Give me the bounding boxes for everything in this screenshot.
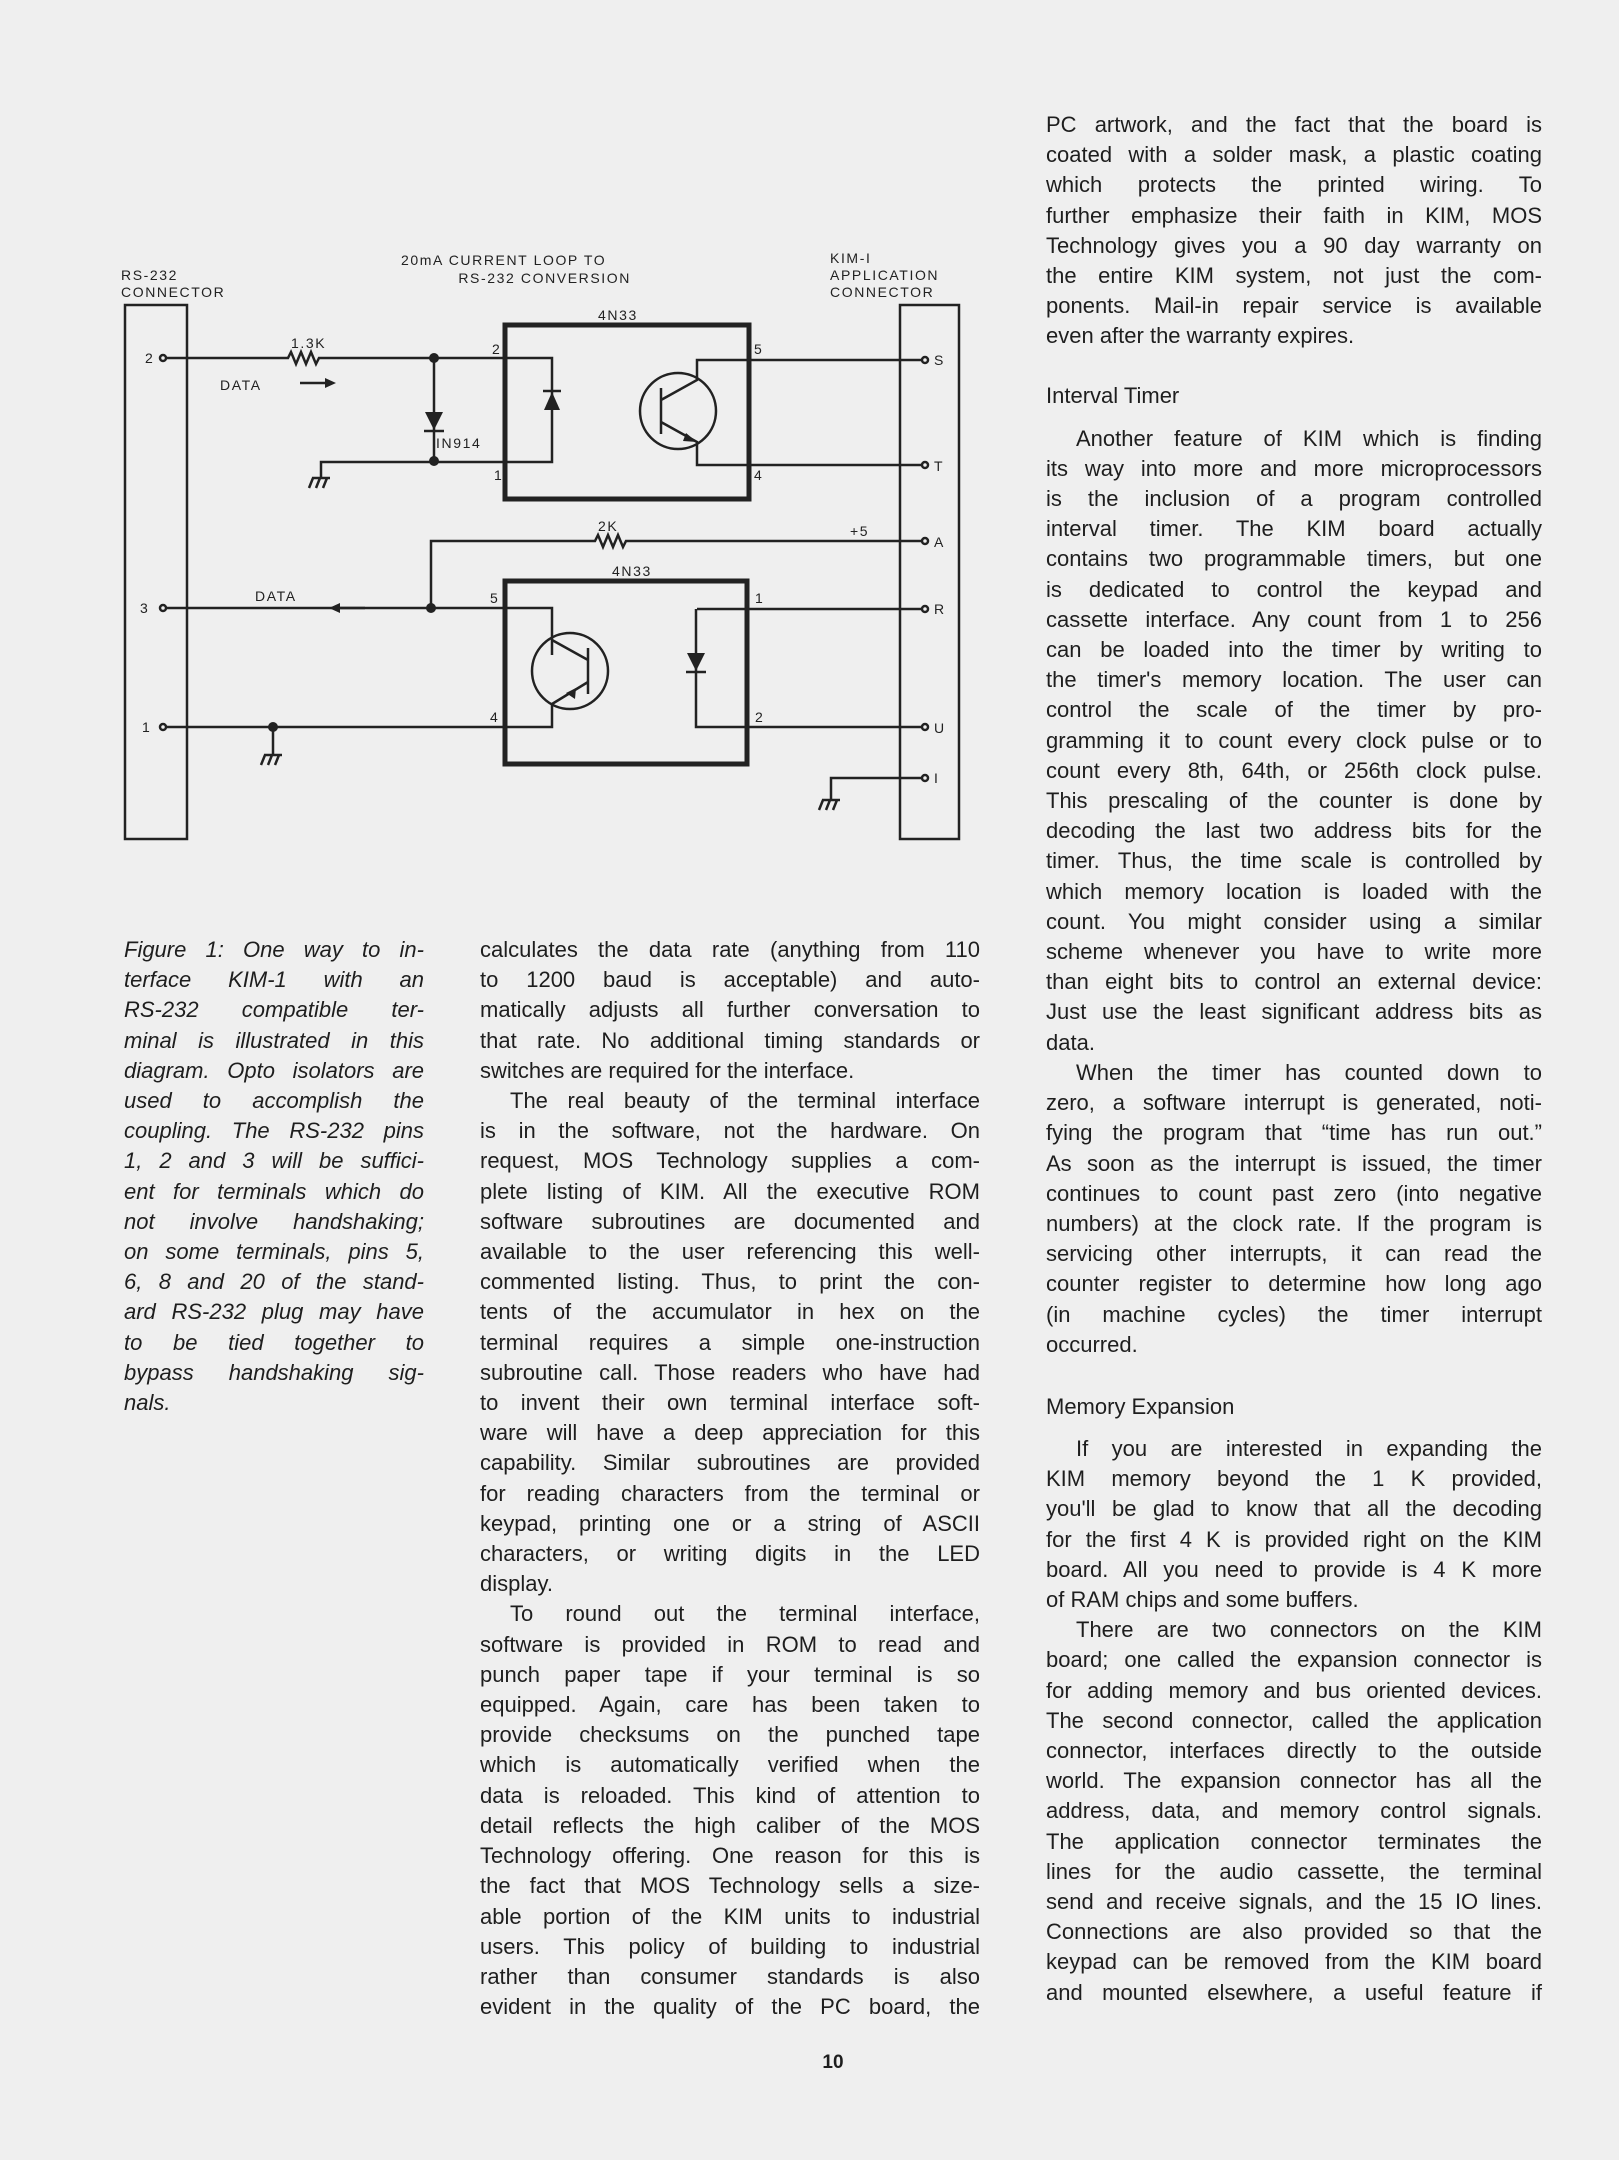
figure-title: 20mA CURRENT LOOP TO <box>401 252 607 268</box>
data-out-label: DATA <box>255 588 297 604</box>
text-line: Another feature of KIM which is finding <box>1076 425 1542 451</box>
text-line: is in the software, not the hardware. On <box>480 1118 980 1144</box>
text-line: gramming it to count every clock pulse or to <box>1046 727 1542 753</box>
text-line: which is automatically verified when the <box>480 1752 980 1778</box>
pin-label: 5 <box>754 341 764 357</box>
text-line: The second connector, called the application <box>1046 1707 1542 1733</box>
text-line: to be tied together to <box>124 1329 424 1355</box>
text-line: which protects the printed wiring. To <box>1046 172 1542 198</box>
text-line: which memory location is loaded with the <box>1046 878 1542 904</box>
text-line: counter register to determine how long ago <box>1046 1271 1542 1297</box>
text-line: keypad, printing one or a string of ASCII <box>480 1510 980 1536</box>
text-line: detail reflects the high caliber of the MOS <box>480 1812 980 1838</box>
text-line: for the first 4 K is provided right on the KIM <box>1046 1526 1542 1552</box>
rs232-connector-label: CONNECTOR <box>121 284 226 300</box>
figure-caption <box>124 935 424 1418</box>
text-line: count. You might consider using a similar <box>1046 908 1542 934</box>
text-line: As soon as the interrupt is issued, the timer <box>1046 1150 1542 1176</box>
pin-label: 2 <box>755 709 765 725</box>
section-heading-interval-timer: Interval Timer <box>1046 382 1180 408</box>
paragraph <box>124 935 424 1418</box>
text-line: rather than consumer standards is also <box>480 1963 980 1989</box>
text-line: to invent their own terminal interface soft- <box>480 1390 980 1416</box>
text-line: coupling. The RS-232 pins <box>124 1118 424 1144</box>
text-line: numbers) at the clock rate. If the program is <box>1046 1210 1542 1236</box>
text-line: software subroutines are documented and <box>480 1208 980 1234</box>
text-line: continues to count past zero (into negative <box>1046 1180 1542 1206</box>
text-line: board. All you need to provide is 4 K more <box>1046 1556 1542 1582</box>
text-line: further emphasize their faith in KIM, MOS <box>1046 202 1542 228</box>
text-line: count every 8th, 64th, or 256th clock pulse. <box>1046 757 1542 783</box>
text-line: coated with a solder mask, a plastic coating <box>1046 142 1542 168</box>
text-line: servicing other interrupts, it can read the <box>1046 1241 1542 1267</box>
figure-title: RS-232 CONVERSION <box>458 270 631 286</box>
text-line: users. This policy of building to industrial <box>480 1933 980 1959</box>
text-line: for reading characters from the terminal or <box>480 1480 980 1506</box>
text-line: punch paper tape if your terminal is so <box>480 1661 980 1687</box>
pin-label: 1 <box>142 719 152 735</box>
text-line: terminal requires a simple one-instruction <box>480 1329 980 1355</box>
text-line: to 1200 baud is acceptable) and auto- <box>480 967 980 993</box>
text-line: even after the warranty expires. <box>1046 323 1355 349</box>
kim-connector-label: APPLICATION <box>830 267 940 283</box>
text-line: 1, 2 and 3 will be suffici- <box>124 1148 424 1174</box>
text-line: interval timer. The KIM board actually <box>1046 516 1542 542</box>
pin-label: I <box>934 770 940 786</box>
text-line: equipped. Again, care has been taken to <box>480 1692 980 1718</box>
diode-label: IN914 <box>436 435 482 451</box>
kim-connector <box>900 305 959 839</box>
middle-column <box>480 935 980 2022</box>
text-line: keypad can be removed from the KIM board <box>1046 1949 1542 1975</box>
interval-timer-section <box>1046 424 1542 1360</box>
text-line: If you are interested in expanding the <box>1076 1435 1542 1461</box>
text-line: bypass handshaking sig- <box>124 1359 424 1385</box>
kim-connector-label: KIM-I <box>830 250 872 266</box>
rs232-connector-label: RS-232 <box>121 267 179 283</box>
text-line: zero, a software interrupt is generated, noti- <box>1046 1090 1542 1116</box>
text-line: board; one called the expansion connector is <box>1046 1647 1542 1673</box>
page-number: 10 <box>822 2052 844 2073</box>
text-line: on some terminals, pins 5, <box>124 1239 424 1265</box>
paragraph <box>480 935 980 1086</box>
text-line: can be loaded into the timer by writing to <box>1046 637 1542 663</box>
text-line: connector, interfaces directly to the outside <box>1046 1737 1542 1763</box>
text-line: contains two programmable timers, but one <box>1046 546 1542 572</box>
text-line: able portion of the KIM units to industrial <box>480 1903 980 1929</box>
text-line: timer. Thus, the time scale is controlled by <box>1046 848 1542 874</box>
data-in-label: DATA <box>220 377 262 393</box>
text-line: ard RS-232 plug may have <box>124 1299 424 1325</box>
text-line: provide checksums on the punched tape <box>480 1722 980 1748</box>
pin-label: T <box>934 458 945 474</box>
pin-label: 4 <box>754 467 764 483</box>
paragraph <box>480 1599 980 2022</box>
text-line: data. <box>1046 1029 1095 1055</box>
text-line: that rate. No additional timing standards or <box>480 1027 980 1053</box>
text-line: used to accomplish the <box>124 1088 424 1114</box>
text-line: capability. Similar subroutines are provided <box>480 1450 980 1476</box>
right-intro <box>1046 110 1542 352</box>
pin-label: S <box>934 352 945 368</box>
text-line: minal is illustrated in this <box>124 1027 424 1053</box>
text-line: Technology offering. One reason for this is <box>480 1843 980 1869</box>
resistor-label: 2K <box>598 518 619 534</box>
text-line: Connections are also provided so that the <box>1046 1919 1542 1945</box>
text-line: lines for the audio cassette, the terminal <box>1046 1858 1542 1884</box>
text-line: send and receive signals, and the 15 IO lines. <box>1046 1888 1542 1914</box>
text-line: the timer's memory location. The user can <box>1046 667 1542 693</box>
text-line: fying the program that “time has run out.” <box>1046 1120 1542 1146</box>
text-line: not involve handshaking; <box>124 1208 424 1234</box>
text-line: the entire KIM system, not just the com- <box>1046 263 1542 289</box>
paragraph <box>1046 1058 1542 1360</box>
pin-label: 1 <box>494 467 504 483</box>
text-line: of RAM chips and some buffers. <box>1046 1586 1359 1612</box>
text-line: PC artwork, and the fact that the board is <box>1046 112 1542 137</box>
chip-label: 4N33 <box>598 307 638 323</box>
text-line: plete listing of KIM. All the executive ROM <box>480 1178 980 1204</box>
text-line: commented listing. Thus, to print the con- <box>480 1269 980 1295</box>
pin-label: 2 <box>492 341 502 357</box>
paragraph <box>1046 424 1542 1058</box>
text-line: cassette interface. Any count from 1 to 256 <box>1046 606 1542 632</box>
text-line: world. The expansion connector has all the <box>1046 1768 1542 1794</box>
supply-label: +5 <box>850 523 870 539</box>
text-line: you'll be glad to know that all the decoding <box>1046 1496 1542 1522</box>
text-line: The real beauty of the terminal interface <box>510 1088 980 1114</box>
right-column <box>1046 110 1542 2008</box>
text-line: display. <box>480 1571 553 1597</box>
text-line: ent for terminals which do <box>124 1178 424 1204</box>
text-line: 6, 8 and 20 of the stand- <box>124 1269 424 1295</box>
section-heading-memory-expansion: Memory Expansion <box>1046 1393 1235 1419</box>
pin-label: R <box>934 601 946 617</box>
chip-label: 4N33 <box>612 563 652 579</box>
text-line: evident in the quality of the PC board, the <box>480 1994 980 2020</box>
optoisolator-top <box>505 325 749 499</box>
text-line: RS-232 compatible ter- <box>124 997 424 1023</box>
pin-label: 4 <box>490 709 500 725</box>
text-line: The application connector terminates the <box>1046 1828 1542 1854</box>
pin-label: 3 <box>140 600 150 616</box>
text-line: data is reloaded. This kind of attention to <box>480 1782 980 1808</box>
text-line: Technology gives you a 90 day warranty on <box>1046 232 1542 258</box>
text-line: is dedicated to control the keypad and <box>1046 576 1542 602</box>
paragraph <box>480 1086 980 1599</box>
text-line: There are two connectors on the KIM <box>1076 1617 1542 1643</box>
kim-connector-label: CONNECTOR <box>830 284 935 300</box>
text-line: decoding the last two address bits for the <box>1046 818 1542 844</box>
text-line: Figure 1: One way to in- <box>124 937 424 962</box>
text-line: To round out the terminal interface, <box>510 1601 980 1627</box>
text-line: and mounted elsewhere, a useful feature if <box>1046 1979 1542 2005</box>
text-line: the fact that MOS Technology sells a size- <box>480 1873 980 1899</box>
text-line: subroutine call. Those readers who have had <box>480 1359 980 1385</box>
text-line: control the scale of the timer by pro- <box>1046 697 1542 723</box>
memory-expansion-section <box>1046 1434 1542 2008</box>
text-line: occurred. <box>1046 1331 1138 1357</box>
rs232-connector <box>125 305 187 839</box>
text-line: software is provided in ROM to read and <box>480 1631 980 1657</box>
text-line: scheme whenever you have to write more <box>1046 939 1542 965</box>
text-line: diagram. Opto isolators are <box>124 1057 424 1083</box>
resistor-label: 1.3K <box>291 335 327 351</box>
text-line: nals. <box>124 1390 171 1416</box>
text-line: request, MOS Technology supplies a com- <box>480 1148 980 1174</box>
text-line: calculates the data rate (anything from 110 <box>480 937 980 962</box>
paragraph <box>1046 1615 1542 2008</box>
pin-label: 1 <box>755 590 765 606</box>
text-line: When the timer has counted down to <box>1076 1059 1542 1085</box>
pin-label: 2 <box>145 350 155 366</box>
text-line: ponents. Mail-in repair service is available <box>1046 293 1542 319</box>
text-line: for adding memory and bus oriented devices. <box>1046 1677 1542 1703</box>
text-line: characters, or writing digits in the LED <box>480 1541 980 1567</box>
text-line: address, data, and memory control signals. <box>1046 1798 1542 1824</box>
text-line: terface KIM-1 with an <box>124 967 424 993</box>
text-line: matically adjusts all further conversation to <box>480 997 980 1023</box>
text-line: tents of the accumulator in hex on the <box>480 1299 980 1325</box>
text-line: switches are required for the interface. <box>480 1057 855 1083</box>
text-line: (in machine cycles) the timer interrupt <box>1046 1301 1542 1327</box>
paragraph <box>1046 110 1542 352</box>
text-line: This prescaling of the counter is done by <box>1046 788 1542 814</box>
text-line: KIM memory beyond the 1 K provided, <box>1046 1466 1542 1492</box>
pin-label: A <box>934 534 945 550</box>
text-line: than eight bits to control an external device: <box>1046 969 1542 995</box>
text-line: is the inclusion of a program controlled <box>1046 486 1542 512</box>
paragraph <box>1046 1434 1542 1615</box>
pin-label: 5 <box>490 590 500 606</box>
text-line: its way into more and more microprocessors <box>1046 455 1542 481</box>
text-line: ware will have a deep appreciation for this <box>480 1420 980 1446</box>
text-line: Just use the least significant address bits as <box>1046 999 1542 1025</box>
text-line: available to the user referencing this well- <box>480 1239 980 1265</box>
pin-label: U <box>934 720 946 736</box>
